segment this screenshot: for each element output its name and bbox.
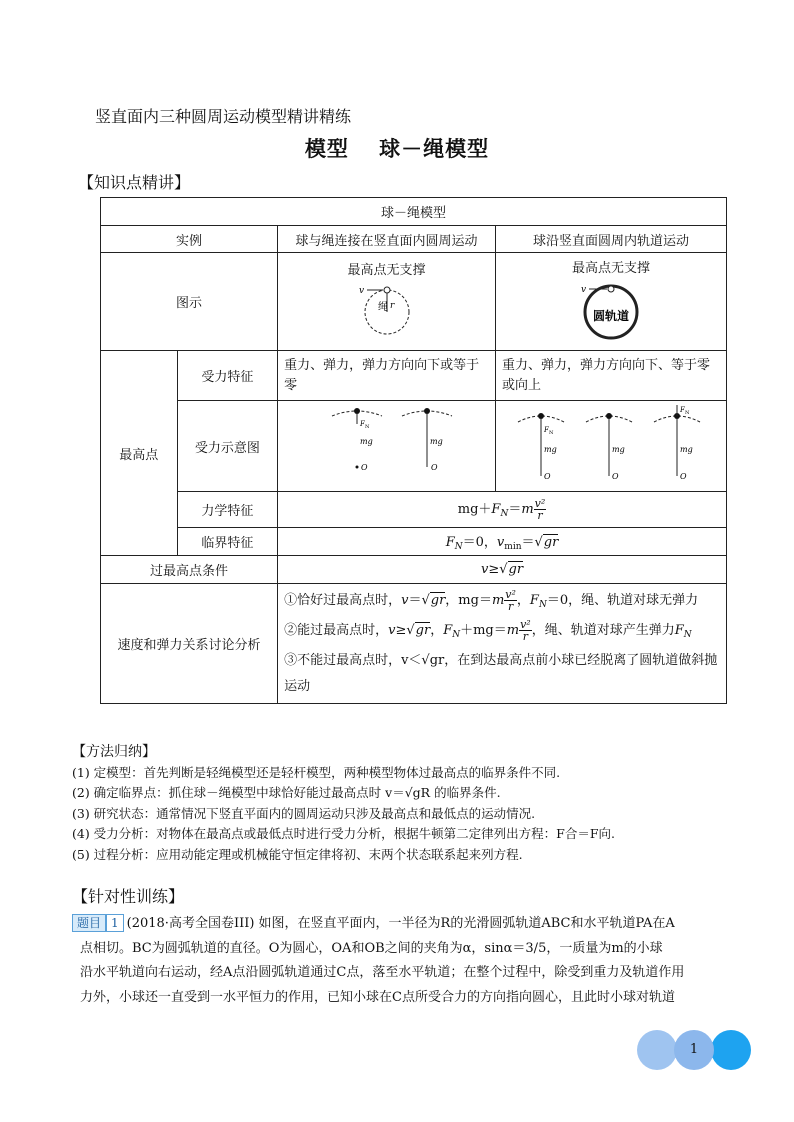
discuss-3: ③不能过最高点时，v＜√gr，在到达最高点前小球已经脱离了圆轨道做斜抛运动 — [284, 652, 718, 694]
svg-text:mg: mg — [359, 437, 373, 446]
document-title: 模型 球－绳模型 — [304, 136, 490, 161]
page-number: 1 — [674, 1030, 714, 1070]
track-diagram — [571, 278, 651, 342]
svg-text:mg: mg — [612, 445, 625, 454]
knowledge-heading: 【知识点精讲】 — [78, 173, 191, 192]
problem-line-4: 力外，小球还一直受到一水平恒力的作用，已知小球在C点所受合力的方向指向圆心，且此时小球对轨道 — [80, 989, 675, 1005]
problem-line-2: 点相切。BC为圆弧轨道的直径。O为圆心，OA和OB之间的夹角为α，sinα＝3/5，一质量为m的小球 — [80, 940, 663, 956]
svg-text:N: N — [685, 410, 690, 416]
top-point-label: 最高点 — [101, 351, 178, 556]
diagram-rope-cell — [278, 253, 496, 351]
svg-text:v: v — [358, 286, 364, 296]
svg-text:mg: mg — [544, 445, 557, 454]
svg-text:N: N — [549, 430, 554, 436]
problem-line-3: 沿水平轨道向右运动，经A点沿圆弧轨道通过C点，落至水平轨道；在整个过程中，除受到重力及轨道作用 — [80, 965, 685, 980]
method-section — [72, 742, 732, 865]
method-heading: 【方法归纳】 — [72, 744, 156, 760]
pass-formula: v≥√gr — [278, 556, 727, 584]
track-word: 圆轨道 — [593, 309, 630, 323]
table-caption: 球－绳模型 — [101, 198, 727, 226]
svg-text:F: F — [680, 406, 685, 414]
method-item: (1) 定模型：首先判断是轻绳模型还是轻杆模型，两种模型物体过最高点的临界条件不同. — [72, 764, 561, 780]
svg-text:r: r — [389, 301, 394, 311]
problem-tag: 题目 — [72, 914, 106, 932]
example-rope: 球与绳连接在竖直面内圆周运动 — [278, 226, 496, 253]
svg-text:N: N — [364, 424, 369, 430]
discuss-content — [278, 584, 727, 704]
page-decoration-circle — [711, 1030, 751, 1070]
diagram-track-cell — [496, 253, 727, 351]
svg-text:O: O — [544, 472, 551, 481]
svg-text:O: O — [680, 472, 687, 481]
method-item: (5) 过程分析：应用动能定理或机械能守恒定律将初、末两个状态联系起来列方程. — [72, 846, 523, 862]
document-subtitle: 竖直面内三种圆周运动模型精讲精练 — [95, 107, 352, 126]
force-feature-rope: 重力、弹力，弹力方向向下或等于零 — [278, 351, 496, 401]
pass-label: 过最高点条件 — [101, 556, 278, 584]
force-feature-track: 重力、弹力，弹力方向向下、等于零或向上 — [496, 351, 727, 401]
example-label: 实例 — [101, 226, 278, 253]
rope-diagram — [347, 280, 427, 340]
critical-formula: $F_N=0$，$v_{min}=√gr$ — [278, 528, 727, 556]
diagram-rope-caption: 最高点无支撑 — [347, 263, 426, 278]
page-decoration-circle — [637, 1030, 677, 1070]
problem-1 — [72, 912, 732, 1010]
force-diagram-rope — [278, 401, 496, 492]
svg-text:v: v — [581, 285, 587, 295]
method-item: (4) 受力分析：对物体在最高点或最低点时进行受力分析，根据牛顿第二定律列出方程：F合＝F向. — [72, 826, 616, 841]
discuss-1: ①恰好过最高点时，v＝√gr，mg＝m $\frac{\text{v²}}{r}$ ，$F_N=0$，绳、轨道对球无弹力 — [284, 587, 699, 613]
svg-text:O: O — [360, 463, 368, 472]
svg-text:mg: mg — [680, 445, 693, 454]
rope-force-diagram — [287, 404, 487, 484]
svg-text:O: O — [612, 472, 619, 481]
mech-formula: $mg+F_N=m$ $\frac{\text{v²}}{r}$ — [278, 492, 727, 528]
svg-text:O: O — [430, 463, 438, 472]
example-track: 球沿竖直面圆周内轨道运动 — [496, 226, 727, 253]
method-item: (2) 确定临界点：抓住球－绳模型中球恰好能过最高点时 v＝√gR 的临界条件. — [72, 785, 501, 800]
discuss-label: 速度和弹力关系讨论分析 — [101, 584, 278, 704]
svg-text:F: F — [359, 420, 365, 428]
critical-label: 临界特征 — [177, 528, 277, 556]
model-table — [100, 197, 727, 704]
discuss-2: ②能过最高点时，v≥√gr，$F_N+mg=m$ $\frac{\text{v²}}{r}$ ，绳、轨道对球产生弹力$F_N$ — [284, 617, 692, 643]
diagram-label: 图示 — [101, 253, 278, 351]
svg-text:F: F — [544, 426, 549, 434]
rope-word: 绳 — [377, 302, 388, 313]
training-heading: 【针对性训练】 — [72, 887, 185, 906]
method-item: (3) 研究状态：通常情况下竖直平面内的圆周运动只涉及最高点和最低点的运动情况. — [72, 805, 536, 821]
force-diagram-label: 受力示意图 — [177, 401, 277, 492]
svg-text:mg: mg — [429, 437, 443, 446]
mech-label: 力学特征 — [177, 492, 277, 528]
problem-number: 1 — [106, 914, 124, 932]
problem-line-1: (2018·高考全国卷III) 如图，在竖直平面内，一半径为R的光滑圆弧轨道ABC和水平轨道PA在A — [126, 916, 675, 931]
track-force-diagram — [506, 404, 716, 484]
force-feature-label: 受力特征 — [177, 351, 277, 401]
diagram-track-caption: 最高点无支撑 — [572, 261, 651, 276]
force-diagram-track — [496, 401, 727, 492]
